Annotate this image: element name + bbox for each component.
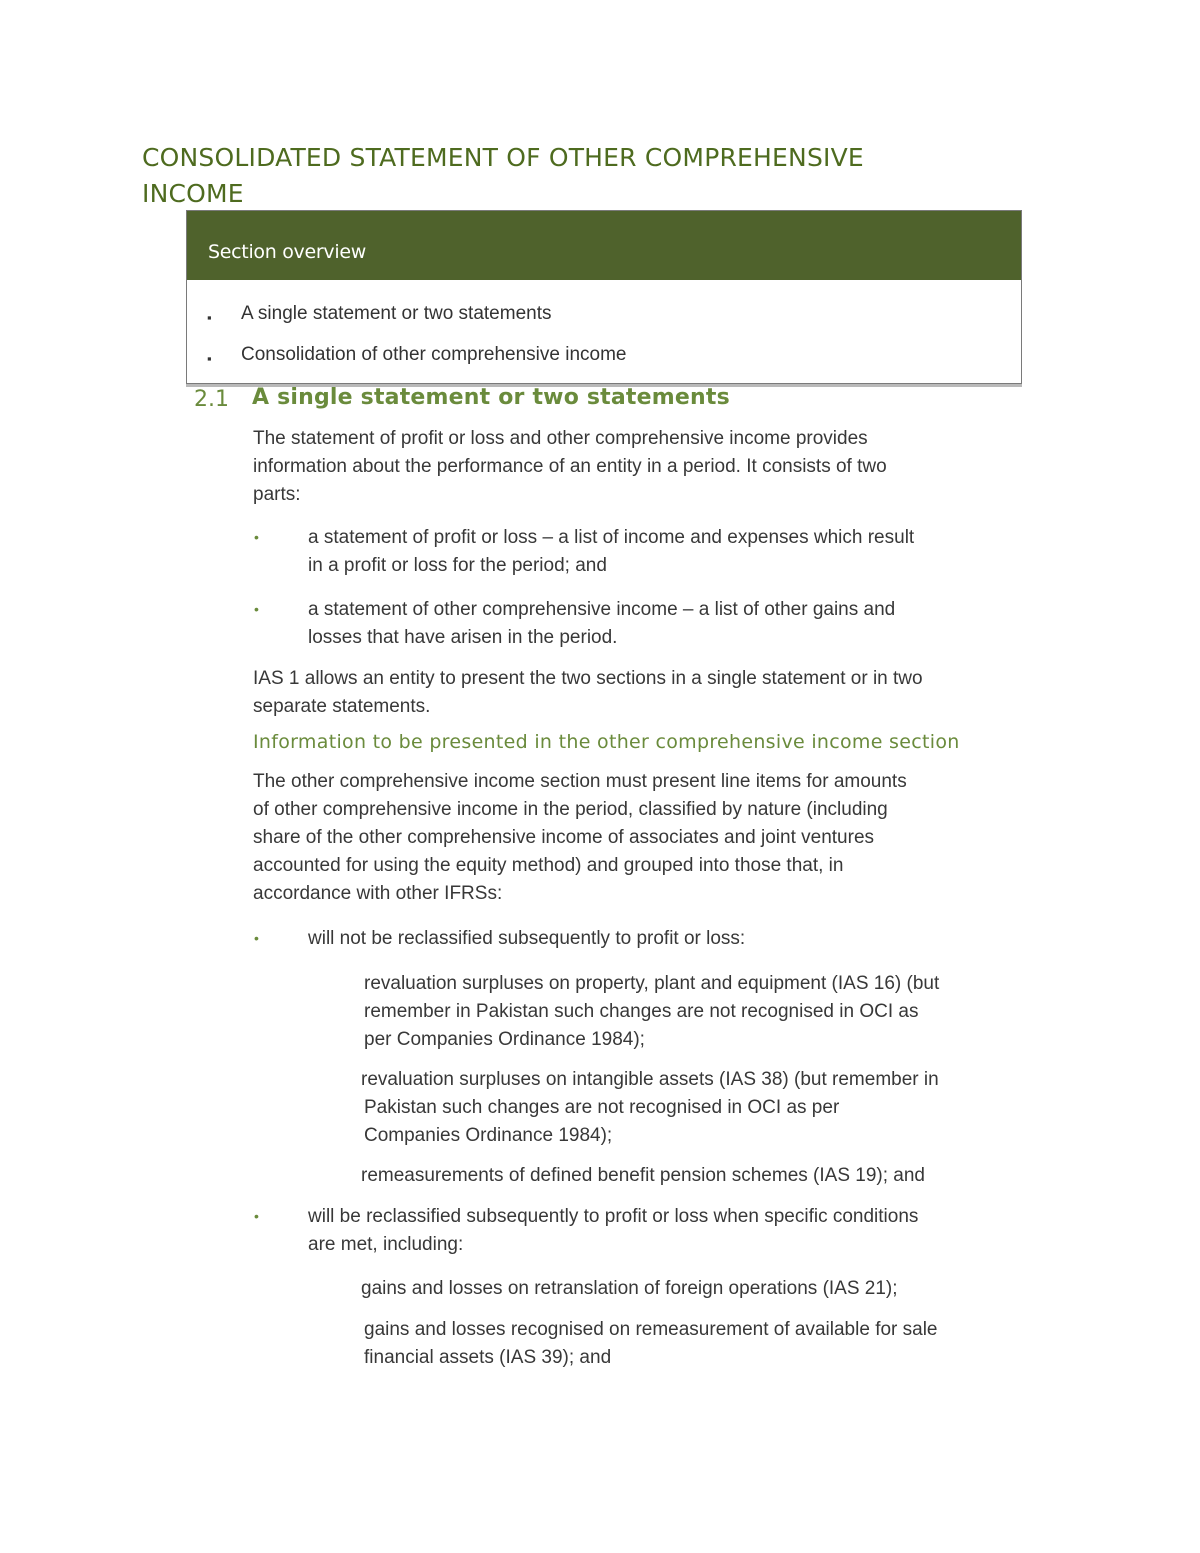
ias1-paragraph: [253, 665, 923, 721]
bullet-marker: •: [254, 529, 259, 545]
overview-item: Consolidation of other comprehensive income: [241, 344, 627, 365]
text-line: losses that have arisen in the period.: [308, 627, 618, 648]
bullet-marker: •: [254, 930, 259, 946]
text-line: accordance with other IFRSs:: [253, 883, 503, 904]
sub-item-ppe-revaluation: [364, 970, 939, 1054]
text-line: IAS 1 allows an entity to present the two sections in a single statement or in two: [253, 668, 923, 689]
text-line: of other comprehensive income in the period, classified by nature (including: [253, 799, 888, 820]
text-line: remeasurements of defined benefit pension schemes (IAS 19); and: [361, 1165, 925, 1186]
text-line: information about the performance of an entity in a period. It consists of two: [253, 456, 887, 477]
section-overview-box: [186, 210, 1022, 384]
text-line: gains and losses on retranslation of foreign operations (IAS 21);: [361, 1278, 898, 1299]
page-title-line-2: INCOME: [142, 179, 244, 208]
text-line: revaluation surpluses on intangible assets (IAS 38) (but remember in: [361, 1069, 939, 1090]
bullet-item-oci: [308, 596, 895, 652]
oci-paragraph: [253, 768, 907, 908]
intro-paragraph: [253, 425, 887, 509]
section-heading: A single statement or two statements: [252, 385, 730, 410]
text-line: separate statements.: [253, 696, 431, 717]
bullet-marker: •: [254, 601, 259, 617]
text-line: gains and losses recognised on remeasurement of available for sale: [364, 1319, 938, 1340]
section-overview-header: [187, 211, 1021, 280]
bullet-item-not-reclassified: [308, 925, 745, 953]
sub-item-intangibles-revaluation: [361, 1066, 939, 1150]
bullet-item-profit-or-loss: [308, 524, 914, 580]
page-title: [142, 140, 1002, 212]
page-title-line-1: CONSOLIDATED STATEMENT OF OTHER COMPREHENSIVE: [142, 143, 864, 172]
text-line: The statement of profit or loss and other comprehensive income provides: [253, 428, 868, 449]
sub-item-foreign-retranslation: [361, 1275, 898, 1303]
text-line: financial assets (IAS 39); and: [364, 1347, 612, 1368]
text-line: will be reclassified subsequently to profit or loss when specific conditions: [308, 1206, 919, 1227]
text-line: share of the other comprehensive income of associates and joint ventures: [253, 827, 875, 848]
text-line: remember in Pakistan such changes are not recognised in OCI as: [364, 1001, 919, 1022]
sub-item-afs-remeasurement: [364, 1316, 938, 1372]
text-line: Companies Ordinance 1984);: [364, 1125, 613, 1146]
section-number: 2.1: [194, 387, 229, 412]
section-overview-title: Section overview: [208, 241, 366, 263]
bullet-marker: •: [254, 1208, 259, 1224]
bullet-item-reclassified: [308, 1203, 918, 1259]
text-line: per Companies Ordinance 1984);: [364, 1029, 645, 1050]
sub-item-pension-remeasurements: [361, 1162, 925, 1190]
overview-bullet-marker: ▪: [207, 351, 212, 366]
text-line: a statement of profit or loss – a list of income and expenses which result: [308, 527, 915, 548]
text-line: The other comprehensive income section must present line items for amounts: [253, 771, 907, 792]
text-line: will not be reclassified subsequently to profit or loss:: [308, 928, 746, 949]
subheading: Information to be presented in the other comprehensive income section: [253, 731, 960, 753]
text-line: Pakistan such changes are not recognised in OCI as per: [364, 1097, 840, 1118]
text-line: a statement of other comprehensive income – a list of other gains and: [308, 599, 896, 620]
text-line: parts:: [253, 484, 301, 505]
overview-bullet-marker: ▪: [207, 310, 212, 325]
overview-item: A single statement or two statements: [241, 303, 552, 324]
text-line: accounted for using the equity method) and grouped into those that, in: [253, 855, 844, 876]
text-line: in a profit or loss for the period; and: [308, 555, 607, 576]
text-line: revaluation surpluses on property, plant and equipment (IAS 16) (but: [364, 973, 940, 994]
text-line: are met, including:: [308, 1234, 464, 1255]
